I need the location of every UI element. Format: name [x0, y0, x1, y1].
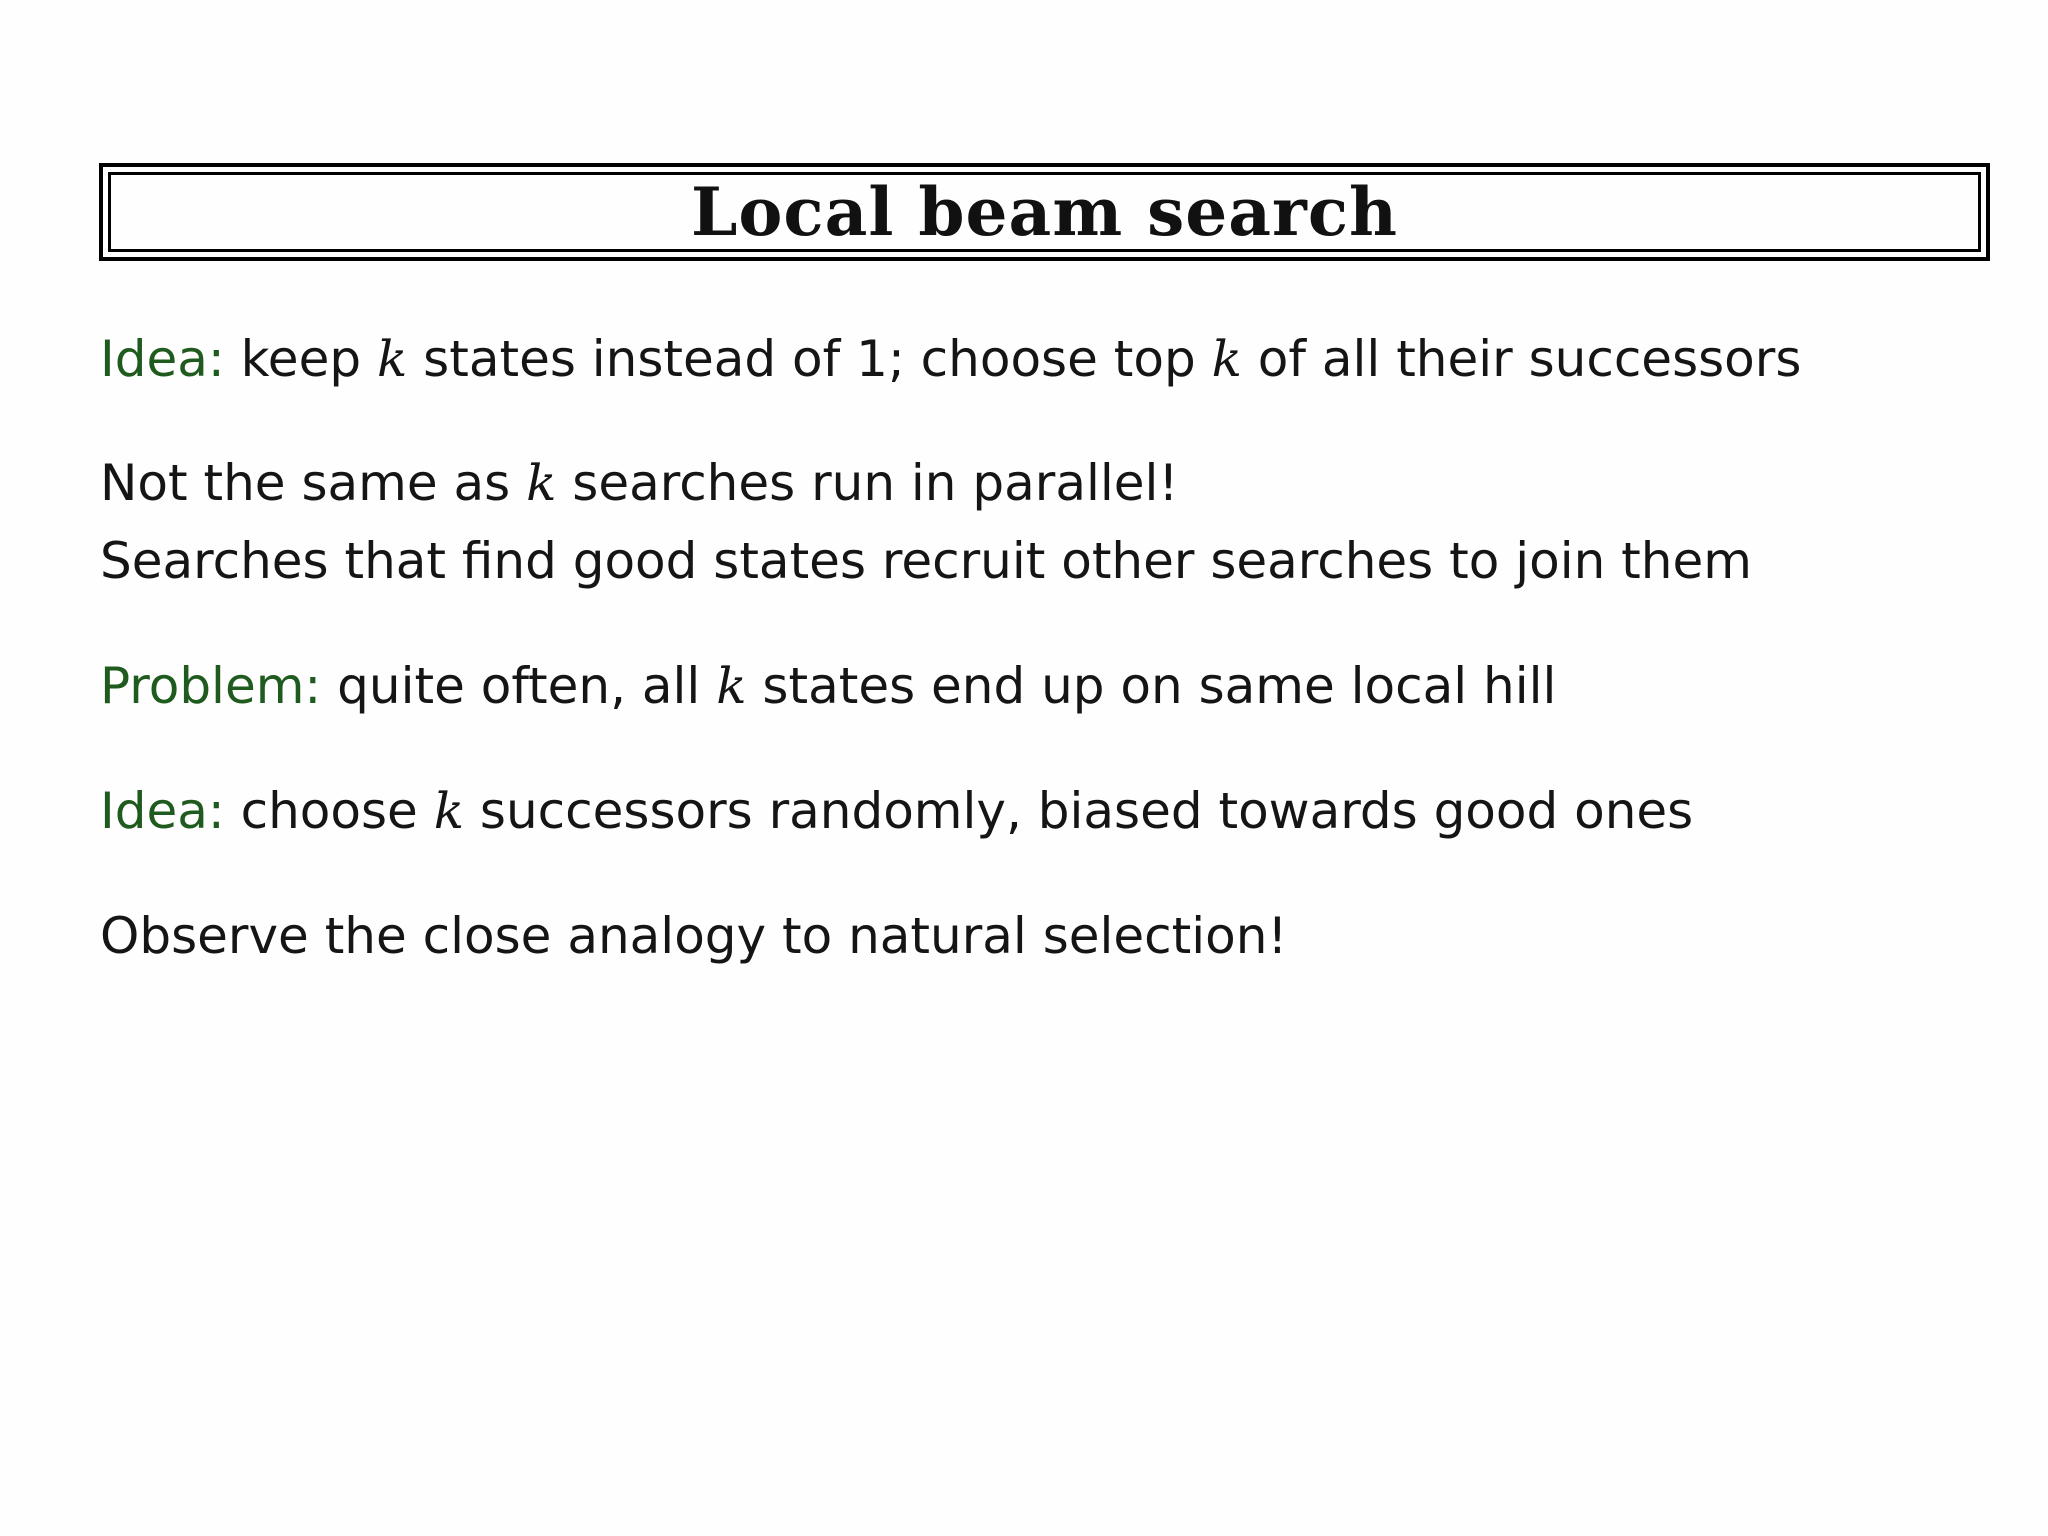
recruit-line [100, 532, 1752, 590]
title-frame [99, 163, 1990, 261]
math-variable-k: k [1211, 330, 1242, 388]
slide-title: Local beam search [690, 173, 1398, 251]
problem-line [100, 657, 1557, 715]
text-segment: Not the same as [100, 454, 527, 512]
text-segment: keep [224, 330, 377, 388]
text-segment: searches run in parallel! [556, 454, 1179, 512]
text-segment: successors randomly, biased towards good ones [464, 782, 1694, 840]
title-inner-frame [108, 172, 1981, 252]
problem-label: Problem: [100, 657, 322, 715]
math-variable-k: k [716, 657, 747, 715]
not-same-line [100, 454, 1179, 512]
observe-line [100, 907, 1288, 965]
text-segment: Observe the close analogy to natural selection! [100, 907, 1288, 965]
math-variable-k: k [376, 330, 408, 388]
text-segment: Searches that find good states recruit other searches to join them [100, 532, 1752, 590]
math-variable-k: k [433, 782, 465, 840]
idea-line-2 [100, 782, 1694, 840]
text-segment: choose [224, 782, 434, 840]
idea-label: Idea: [100, 330, 225, 388]
idea-label: Idea: [100, 782, 225, 840]
idea-line-1 [100, 330, 1802, 388]
math-variable-k: k [526, 454, 557, 512]
text-segment: states end up on same local hill [746, 657, 1557, 715]
text-segment: quite often, all [321, 657, 717, 715]
text-segment: of all their successors [1241, 330, 1802, 388]
text-segment: states instead of 1; choose top [407, 330, 1212, 388]
